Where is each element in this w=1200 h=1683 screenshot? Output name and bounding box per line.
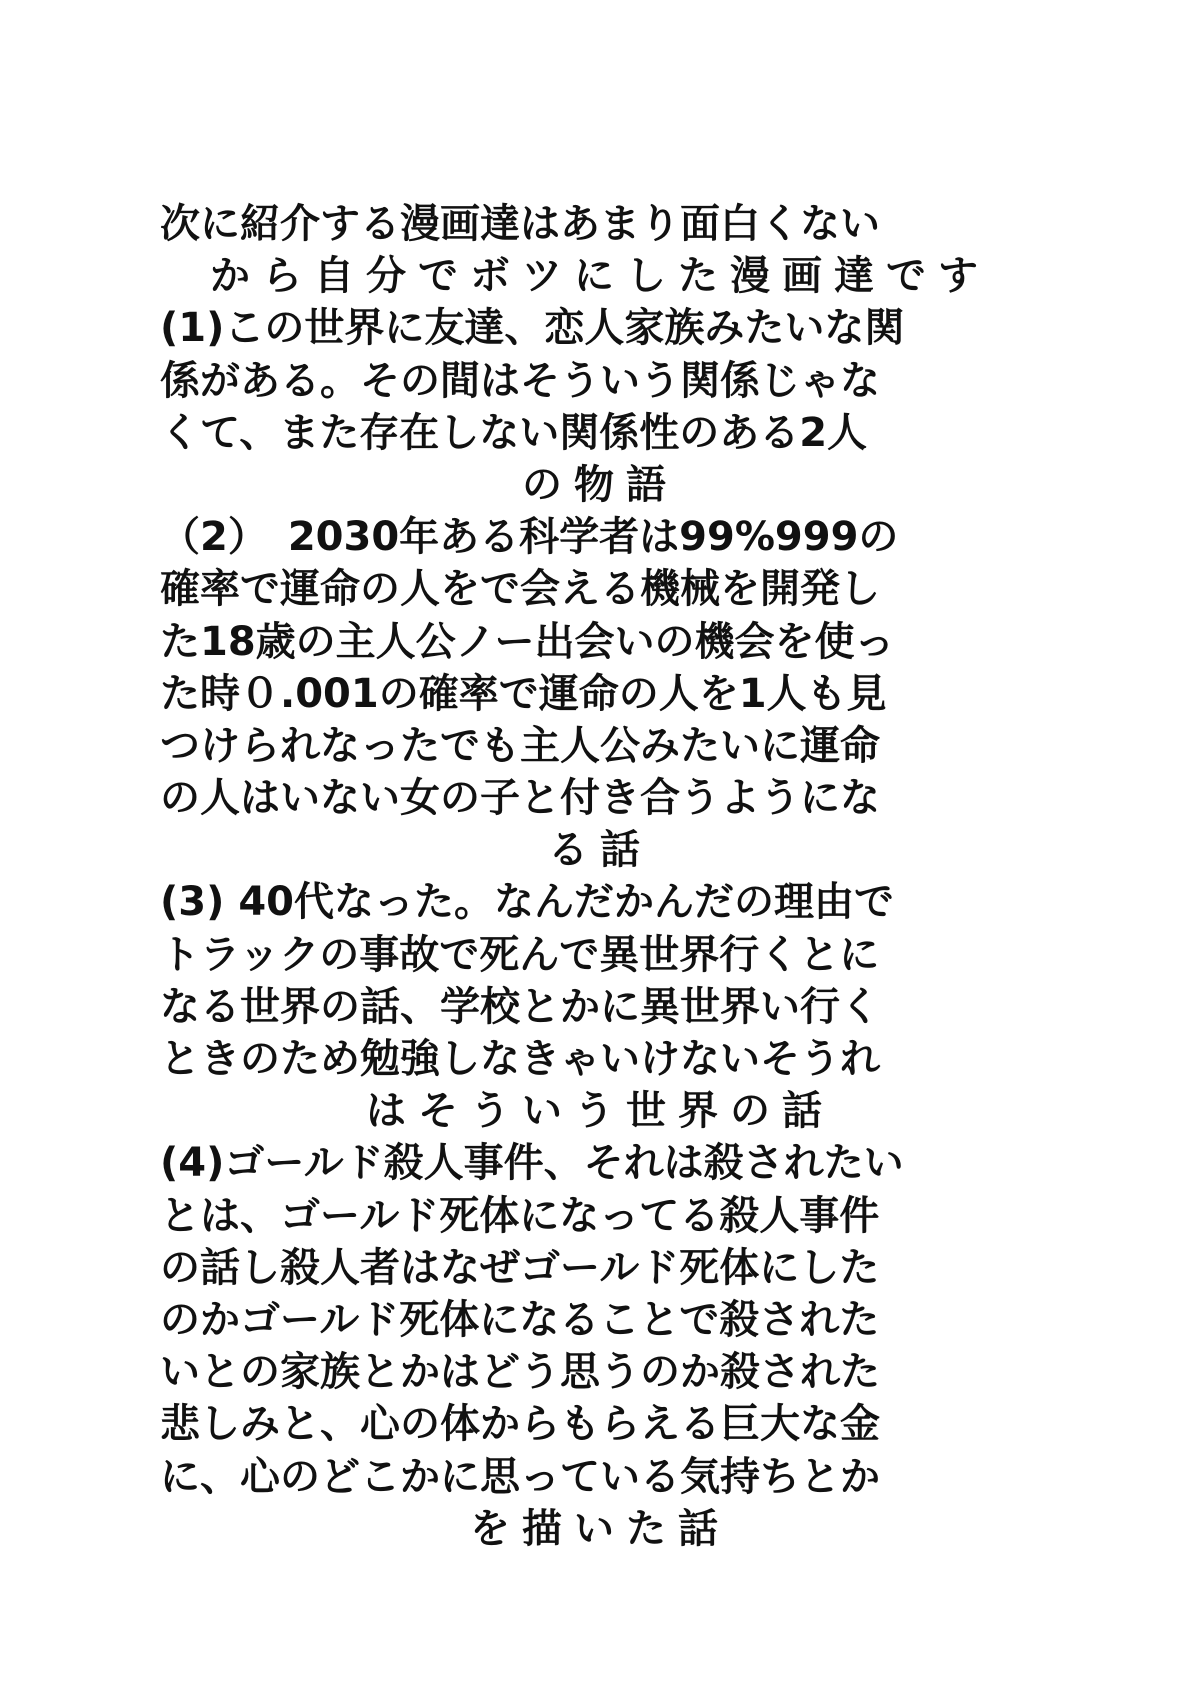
text-line: た18歳の主人公ノー出会いの機会を使っ — [160, 618, 895, 665]
text-line: くて、また存在しない関係性のある2人 — [160, 409, 868, 456]
text-line: のかゴールド死体になることで殺された — [160, 1296, 880, 1343]
text-line: とは、ゴールド死体になってる殺人事件 — [160, 1192, 880, 1239]
text-line: つけられなったでも主人公みたいに運命 — [160, 722, 880, 769]
text-line: 確率で運命の人をで会える機械を開発し — [160, 566, 880, 613]
text-line: た時０.001の確率で運命の人を1人も見 — [160, 670, 887, 717]
text-body — [160, 198, 1040, 1555]
text-line: の物語 — [522, 461, 678, 508]
text-line: 係がある。その間はそういう関係じゃな — [160, 357, 880, 404]
text-line: (4)ゴールド殺人事件、それは殺されたい — [160, 1140, 904, 1187]
text-line: を描いた話 — [470, 1505, 730, 1552]
text-line: に、心のどこかに思っている気持ちとか — [160, 1453, 880, 1500]
text-line: ときのため勉強しなきゃいけないそうれ — [160, 1036, 880, 1082]
text-line: （2） 2030年ある科学者は99%999の — [160, 514, 899, 561]
text-line: の人はいない女の子と付き合うようにな — [160, 775, 880, 822]
text-line: 次に紹介する漫画達はあまり面白くない — [160, 201, 880, 247]
text-line: 悲しみと、心の体からもらえる巨大な金 — [160, 1401, 880, 1448]
text-line: いとの家族とかはどう思うのか殺された — [160, 1349, 880, 1396]
text-line: (1)この世界に友達、恋人家族みたいな関 — [160, 305, 905, 352]
text-line: はそういう世界の話 — [366, 1088, 834, 1135]
text-line: る話 — [548, 827, 652, 874]
text-line: から自分でボツにした漫画達です — [210, 253, 990, 300]
text-line: なる世界の話、学校とかに異世界い行く — [160, 983, 880, 1030]
text-line: の話し殺人者はなぜゴールド死体にした — [160, 1244, 880, 1291]
text-line: トラックの事故で死んで異世界行くとに — [160, 931, 880, 978]
text-line: (3) 40代なった。なんだかんだの理由で — [160, 879, 894, 926]
